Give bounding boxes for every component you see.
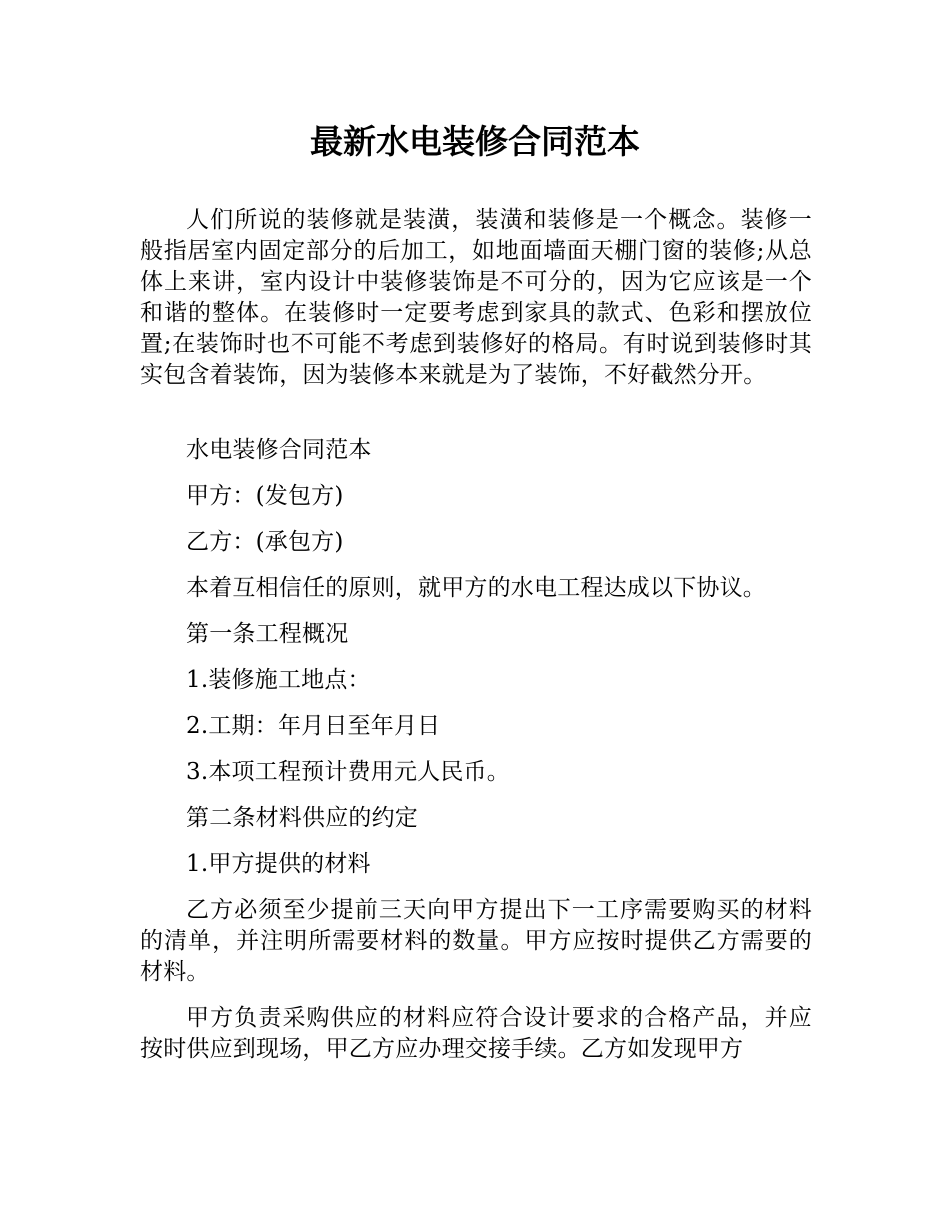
article-1-heading: 第一条工程概况: [186, 621, 349, 647]
materials-request-paragraph: 乙方必须至少提前三天向甲方提出下一工序需要购买的材料的清单，并注明所需要材料的数量。甲方应按时提供乙方需要的材料。: [140, 897, 812, 985]
article-1-item-3: 3.本项工程预计费用元人民币。: [186, 759, 510, 785]
article-2-heading: 第二条材料供应的约定: [186, 805, 418, 831]
article-2-item-1: 1.甲方提供的材料: [186, 851, 371, 877]
document-title: 最新水电装修合同范本: [310, 122, 640, 161]
party-b-line: 乙方：(承包方): [186, 529, 344, 555]
contract-heading: 水电装修合同范本: [186, 437, 372, 463]
article-1-item-2: 2.工期：年月日至年月日: [186, 713, 441, 739]
intro-paragraph: 人们所说的装修就是装潢，装潢和装修是一个概念。装修一般指居室内固定部分的后加工，如地面墙面天棚门窗的装修;从总体上来讲，室内设计中装修装饰是不可分的，因为它应该是一个和谐的整体。在装修时一定要考虑到家具的款式、色彩和摆放位置;在装饰时也不可能不考虑到装修好的格局。有时说到装修时其实包含着装饰，因为装修本来就是为了装饰，不好截然分开。: [140, 207, 812, 388]
agreement-preamble: 本着互相信任的原则，就甲方的水电工程达成以下协议。: [186, 575, 766, 601]
materials-supply-paragraph: 甲方负责采购供应的材料应符合设计要求的合格产品，并应按时供应到现场，甲乙方应办理交接手续。乙方如发现甲方: [140, 1005, 812, 1062]
party-a-line: 甲方：(发包方): [186, 483, 344, 509]
article-1-item-1: 1.装修施工地点：: [186, 667, 371, 693]
